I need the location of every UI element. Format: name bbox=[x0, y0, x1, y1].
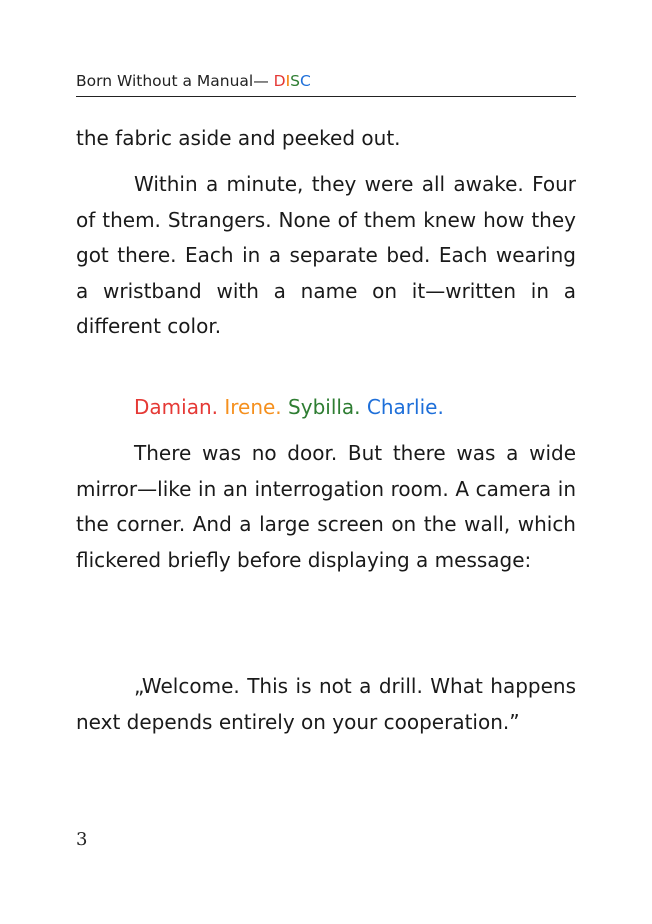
book-title: Born Without a Manual— bbox=[76, 72, 274, 90]
paragraph-message: „Welcome. This is not a drill. What happens next depends entirely on your cooperation.” bbox=[76, 674, 576, 734]
paragraph-continuation: the fabric aside and peeked out. bbox=[76, 126, 401, 150]
name-charlie: Charlie. bbox=[366, 395, 444, 419]
name-damian: Damian. bbox=[134, 395, 218, 419]
paragraph-room: There was no door. But there was a wide mirror—like in an interrogation room. A camera in the corner. And a large screen on the wall, which flickered briefly before displaying a message: bbox=[76, 441, 576, 572]
page-number: 3 bbox=[76, 829, 88, 850]
disc-letter-d: D bbox=[273, 72, 286, 90]
paragraph-names bbox=[76, 390, 576, 426]
disc-letter-c: C bbox=[300, 72, 311, 90]
name-irene: Irene. bbox=[224, 395, 282, 419]
paragraph-awake: Within a minute, they were all awake. Four of them. Strangers. None of them knew how they got there. Each in a separate bed. Each wearing a wristband with a name on it—written in a different color. bbox=[76, 172, 576, 338]
running-header bbox=[76, 68, 576, 97]
disc-letter-s: S bbox=[290, 72, 301, 90]
name-sybilla: Sybilla. bbox=[288, 395, 361, 419]
disc-letter-i: I bbox=[285, 72, 291, 90]
